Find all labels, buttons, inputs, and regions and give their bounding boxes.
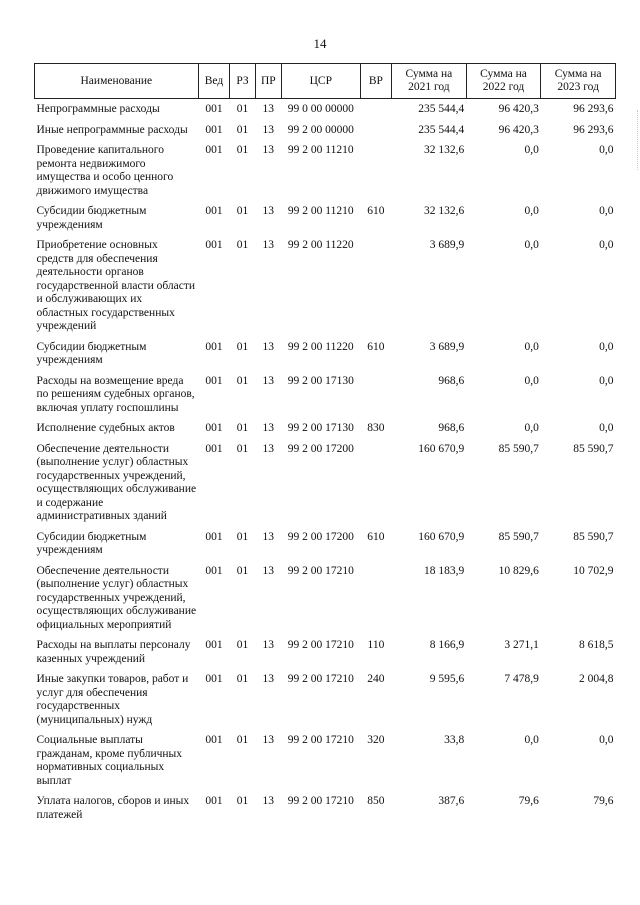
cell-sum-2022: 7 478,9 <box>504 673 539 685</box>
cell-vr: 610 <box>367 340 385 353</box>
cell-sum-2023: 0,0 <box>599 239 614 251</box>
cell-sum-2023: 96 293,6 <box>573 103 614 115</box>
cell-ved: 001 <box>205 734 223 746</box>
cell-ved: 001 <box>205 239 223 251</box>
cell-rz: 01 <box>236 639 249 651</box>
cell-sum-2023: 79,6 <box>593 795 614 807</box>
header-pr: ПР <box>255 64 281 99</box>
header-sum-2021: Сумма на 2021 год <box>392 64 467 99</box>
table-row <box>35 341 616 375</box>
cell-sum-2022: 0,0 <box>524 340 539 353</box>
cell-ved: 001 <box>205 564 223 577</box>
cell-pr: 13 <box>262 103 275 115</box>
cell-name: Приобретение основных средств для обеспечения деятельности органов государственной власти области и обслуживающих их областных государственных учреждений <box>36 239 196 332</box>
cell-ved: 001 <box>205 795 223 807</box>
cell-name: Обеспечение деятельности (выполнение услуг) областных государственных учреждений, осуществляющих обслуживание официальных мероприятий <box>36 564 197 631</box>
cell-sum-2022: 85 590,7 <box>498 530 539 543</box>
cell-csr: 99 2 00 17210 <box>287 673 354 685</box>
table-row <box>35 239 616 341</box>
cell-csr: 99 0 00 00000 <box>287 103 354 115</box>
cell-name: Субсидии бюджетным учреждениям <box>36 205 147 231</box>
table-row <box>35 531 616 565</box>
cell-sum-2021: 8 166,9 <box>429 639 465 651</box>
cell-vr: 610 <box>367 205 385 217</box>
cell-rz: 01 <box>236 442 249 455</box>
cell-sum-2021: 3 689,9 <box>429 340 465 353</box>
cell-rz: 01 <box>236 530 249 543</box>
cell-rz: 01 <box>236 340 249 353</box>
cell-ved: 001 <box>205 639 223 651</box>
cell-csr: 99 2 00 11220 <box>287 340 354 353</box>
cell-pr: 13 <box>262 374 275 387</box>
cell-rz: 01 <box>236 144 249 156</box>
cell-name: Иные непрограммные расходы <box>36 123 188 136</box>
cell-vr <box>360 124 391 145</box>
cell-sum-2021: 32 132,6 <box>423 144 465 156</box>
cell-rz: 01 <box>236 564 249 577</box>
cell-ved: 001 <box>205 442 223 455</box>
cell-sum-2022: 10 829,6 <box>498 564 539 577</box>
cell-sum-2021: 235 544,4 <box>418 103 465 115</box>
cell-ved: 001 <box>205 530 223 543</box>
cell-sum-2021: 387,6 <box>438 795 465 807</box>
cell-csr: 99 2 00 17130 <box>287 374 354 387</box>
cell-pr: 13 <box>262 564 275 577</box>
cell-csr: 99 2 00 11210 <box>287 144 354 156</box>
cell-sum-2023: 0,0 <box>599 144 614 156</box>
cell-pr: 13 <box>262 530 275 543</box>
cell-rz: 01 <box>236 795 249 807</box>
cell-sum-2023: 0,0 <box>599 205 614 217</box>
header-sum-2023: Сумма на 2023 год <box>541 64 616 99</box>
cell-rz: 01 <box>236 374 249 387</box>
cell-rz: 01 <box>236 205 249 217</box>
cell-ved: 001 <box>205 205 223 217</box>
cell-sum-2022: 0,0 <box>524 144 539 156</box>
cell-rz: 01 <box>236 422 249 434</box>
cell-csr: 99 2 00 11210 <box>287 205 354 217</box>
cell-sum-2021: 160 670,9 <box>418 530 465 543</box>
cell-pr: 13 <box>262 422 275 434</box>
cell-name: Расходы на возмещение вреда по решениям судебных органов, включая уплату госпошлины <box>36 374 195 414</box>
cell-sum-2023: 0,0 <box>599 340 614 353</box>
cell-sum-2021: 9 595,6 <box>429 673 465 685</box>
cell-name: Уплата налогов, сборов и иных платежей <box>36 795 190 821</box>
header-sum-2022: Сумма на 2022 год <box>466 64 541 99</box>
table-row <box>35 124 616 145</box>
cell-sum-2022: 85 590,7 <box>498 442 539 455</box>
cell-name: Исполнение судебных актов <box>36 422 175 434</box>
cell-pr: 13 <box>262 205 275 217</box>
cell-sum-2023: 10 702,9 <box>573 564 614 577</box>
cell-csr: 99 2 00 17130 <box>287 422 354 434</box>
header-vr: ВР <box>360 64 391 99</box>
header-ved: Вед <box>198 64 230 99</box>
cell-pr: 13 <box>262 239 275 251</box>
table-row <box>35 795 616 829</box>
cell-csr: 99 2 00 11220 <box>287 239 354 251</box>
cell-pr: 13 <box>262 340 275 353</box>
header-csr: ЦСР <box>281 64 360 99</box>
cell-sum-2023: 0,0 <box>599 734 614 746</box>
header-name: Наименование <box>35 64 199 99</box>
cell-sum-2022: 3 271,1 <box>504 639 539 651</box>
cell-pr: 13 <box>262 442 275 455</box>
table-row <box>35 565 616 640</box>
cell-name: Проведение капитального ремонта недвижимого имущества и особо ценного движимого имущества <box>36 144 174 197</box>
cell-vr: 830 <box>367 422 385 434</box>
cell-sum-2021: 235 544,4 <box>418 123 465 136</box>
cell-vr: 610 <box>367 530 385 543</box>
cell-ved: 001 <box>205 374 223 387</box>
cell-pr: 13 <box>262 673 275 685</box>
cell-vr <box>360 99 391 124</box>
cell-csr: 99 2 00 17210 <box>287 795 354 807</box>
header-rz: РЗ <box>230 64 256 99</box>
cell-rz: 01 <box>236 123 249 136</box>
cell-vr <box>360 443 391 531</box>
cell-sum-2021: 33,8 <box>444 734 465 746</box>
margin-mark <box>631 110 638 170</box>
cell-vr <box>360 144 391 205</box>
cell-sum-2023: 96 293,6 <box>573 123 614 136</box>
cell-sum-2023: 0,0 <box>599 374 614 387</box>
cell-ved: 001 <box>205 144 223 156</box>
cell-sum-2021: 32 132,6 <box>423 205 465 217</box>
cell-csr: 99 2 00 17210 <box>287 734 354 746</box>
cell-pr: 13 <box>262 123 275 136</box>
cell-sum-2021: 968,6 <box>438 422 465 434</box>
cell-sum-2022: 0,0 <box>524 422 539 434</box>
cell-rz: 01 <box>236 673 249 685</box>
table-row <box>35 443 616 531</box>
cell-pr: 13 <box>262 144 275 156</box>
cell-sum-2022: 0,0 <box>524 734 539 746</box>
table-row <box>35 734 616 795</box>
cell-sum-2023: 85 590,7 <box>573 530 614 543</box>
cell-sum-2021: 3 689,9 <box>429 239 465 251</box>
cell-vr: 320 <box>367 734 385 746</box>
cell-pr: 13 <box>262 734 275 746</box>
table-row <box>35 144 616 205</box>
cell-name: Субсидии бюджетным учреждениям <box>36 340 147 366</box>
cell-name: Непрограммные расходы <box>36 103 160 115</box>
table-row <box>35 375 616 423</box>
cell-csr: 99 2 00 17210 <box>287 639 354 651</box>
cell-sum-2023: 85 590,7 <box>573 442 614 455</box>
cell-ved: 001 <box>205 422 223 434</box>
cell-sum-2023: 0,0 <box>599 422 614 434</box>
cell-csr: 99 2 00 17200 <box>287 530 354 543</box>
cell-sum-2022: 96 420,3 <box>498 103 539 115</box>
table-row <box>35 99 616 124</box>
table-header-row <box>35 64 616 99</box>
budget-table <box>34 63 616 829</box>
cell-vr <box>360 565 391 640</box>
cell-csr: 99 2 00 17200 <box>287 442 354 455</box>
table-row <box>35 205 616 239</box>
cell-ved: 001 <box>205 123 223 136</box>
cell-rz: 01 <box>236 734 249 746</box>
cell-sum-2022: 96 420,3 <box>498 123 539 136</box>
cell-name: Иные закупки товаров, работ и услуг для обеспечения государственных (муниципальных) нужд <box>36 673 189 726</box>
cell-sum-2022: 0,0 <box>524 205 539 217</box>
cell-rz: 01 <box>236 239 249 251</box>
table-row <box>35 639 616 673</box>
cell-sum-2022: 79,6 <box>518 795 539 807</box>
cell-vr: 110 <box>367 639 385 651</box>
cell-name: Субсидии бюджетным учреждениям <box>36 530 147 556</box>
cell-ved: 001 <box>205 103 223 115</box>
cell-rz: 01 <box>236 103 249 115</box>
cell-vr <box>360 239 391 341</box>
cell-name: Социальные выплаты гражданам, кроме публичных нормативных социальных выплат <box>36 734 183 787</box>
cell-sum-2021: 18 183,9 <box>423 564 465 577</box>
cell-ved: 001 <box>205 340 223 353</box>
cell-ved: 001 <box>205 673 223 685</box>
cell-vr <box>360 375 391 423</box>
cell-sum-2023: 8 618,5 <box>579 639 614 651</box>
cell-sum-2021: 160 670,9 <box>418 442 465 455</box>
table-row <box>35 422 616 443</box>
table-row <box>35 673 616 734</box>
cell-sum-2023: 2 004,8 <box>579 673 614 685</box>
cell-name: Расходы на выплаты персоналу казенных учреждений <box>36 639 191 665</box>
cell-sum-2022: 0,0 <box>524 239 539 251</box>
cell-vr: 850 <box>367 795 385 807</box>
cell-csr: 99 2 00 00000 <box>287 123 354 136</box>
cell-vr: 240 <box>367 673 385 685</box>
cell-sum-2021: 968,6 <box>438 374 465 387</box>
cell-csr: 99 2 00 17210 <box>287 564 354 577</box>
cell-name: Обеспечение деятельности (выполнение услуг) областных государственных учреждений, осуществляющих обслуживание и содержание административных зданий <box>36 442 197 522</box>
cell-pr: 13 <box>262 639 275 651</box>
cell-pr: 13 <box>262 795 275 807</box>
cell-sum-2022: 0,0 <box>524 374 539 387</box>
page-number: 14 <box>313 36 327 51</box>
